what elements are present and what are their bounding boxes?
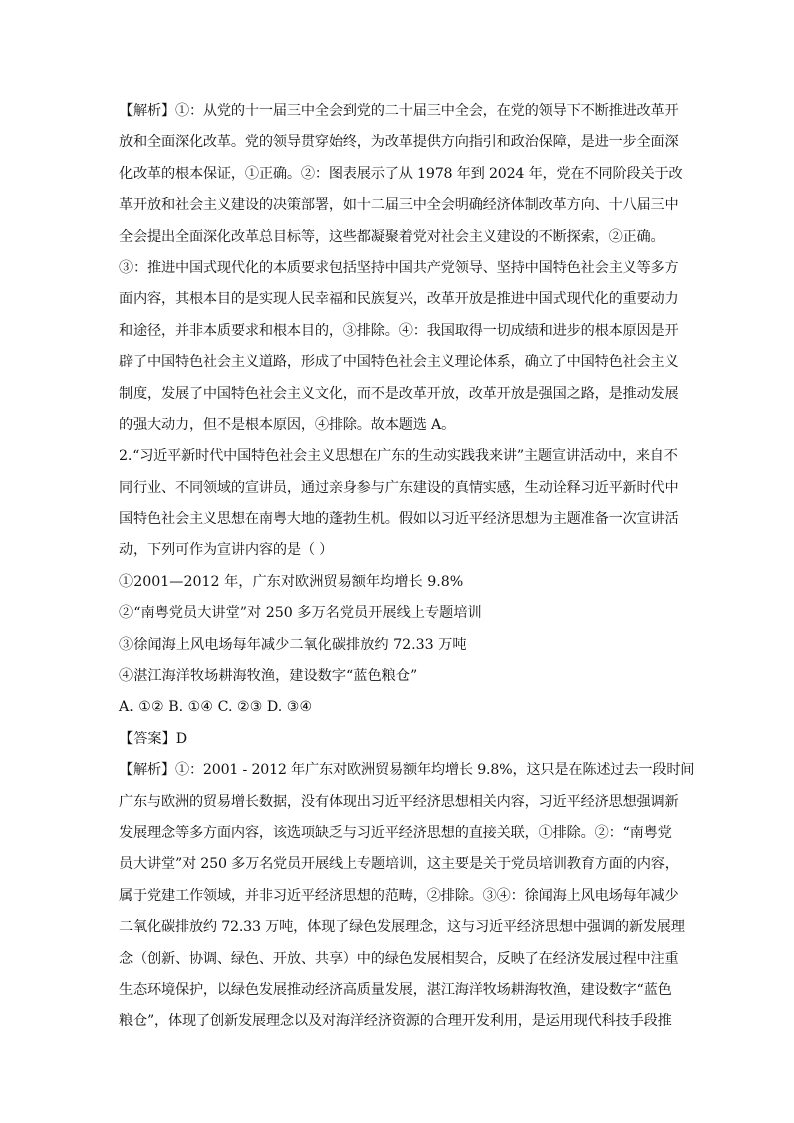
question-2-line-2: 同行业、不同领域的宣讲员，通过亲身参与广东建设的真情实感，生动诠释习近平新时代中 [119, 479, 679, 496]
analysis-1-line-10: 制度，发展了中国特色社会主义文化，而不是改革开放，改革开放是强国之路，是推动发展 [119, 385, 679, 402]
analysis-1-line-8: 和途径，并非本质要求和根本目的，③排除。④：我国取得一切成绩和进步的根本原因是开 [119, 322, 679, 339]
option-1: ①2001—2012 年，广东对欧洲贸易额年均增长 9.8% [119, 573, 464, 590]
analysis-1-line-1: 【解析】①：从党的十一届三中全会到党的二十届三中全会，在党的领导下不断推进改革开 [119, 103, 679, 119]
question-2-line-3: 国特色社会主义思想在南粤大地的蓬勃生机。假如以习近平经济思想为主题准备一次宣讲活 [119, 511, 679, 528]
analysis-2-line-9: 粮仓”，体现了创新发展理念以及对海洋经济资源的合理开发利用，是运用现代科技手段推 [119, 1013, 672, 1030]
analysis-1-line-6: ③：推进中国式现代化的本质要求包括坚持中国共产党领导、坚持中国特色社会主义等多方 [119, 259, 679, 276]
analysis-2-line-2: 广东与欧洲的贸易增长数据，没有体现出习近平经济思想相关内容，习近平经济思想强调新 [119, 793, 679, 810]
analysis-2-line-4: 员大讲堂”对 250 多万名党员开展线上专题培训，这主要是关于党员培训教育方面的内容， [119, 856, 679, 873]
analysis-1-line-4: 革开放和社会主义建设的决策部署，如十二届三中全会明确经济体制改革方向、十八届三中 [119, 197, 679, 214]
answer-line: 【答案】D [119, 730, 188, 747]
question-2-line-4: 动，下列可作为宣讲内容的是（ ） [119, 542, 334, 559]
analysis-2-line-7: 念（创新、协调、绿色、开放、共享）中的绿色发展相契合，反映了在经济发展过程中注重 [119, 950, 679, 967]
document-body [119, 96, 695, 1038]
question-2-line-1: 2.“习近平新时代中国特色社会主义思想在广东的生动实践我来讲”主题宣讲活动中，来自不 [119, 448, 678, 465]
option-4: ④湛江海洋牧场耕海牧渔，建设数字“蓝色粮仓” [119, 668, 418, 685]
answer-choices: A. ①② B. ①④ C. ②③ D. ③④ [119, 699, 313, 716]
analysis-1-line-5: 全会提出全面深化改革总目标等，这些都凝聚着党对社会主义建设的不断探索，②正确。 [119, 228, 665, 245]
analysis-2-line-6: 二氧化碳排放约 72.33 万吨，体现了绿色发展理念，这与习近平经济思想中强调的新发展理 [119, 919, 685, 936]
analysis-1-line-3: 化改革的根本保证，①正确。②：图表展示了从 1978 年到 2024 年，党在不同阶段关于改 [119, 165, 683, 182]
analysis-2-line-8: 生态环境保护，以绿色发展推动经济高质量发展，湛江海洋牧场耕海牧渔，建设数字“蓝色 [119, 981, 672, 998]
analysis-2-line-1: 【解析】①：2001 - 2012 年广东对欧洲贸易额年均增长 9.8%，这只是在陈述过去一段时间 [119, 762, 695, 779]
option-2: ②“南粤党员大讲堂”对 250 多万名党员开展线上专题培训 [119, 605, 482, 622]
option-3: ③徐闻海上风电场每年减少二氧化碳排放约 72.33 万吨 [119, 636, 467, 653]
analysis-1-line-2: 放和全面深化改革。党的领导贯穿始终，为改革提供方向指引和政治保障，是进一步全面深 [119, 134, 679, 151]
analysis-1-line-9: 辟了中国特色社会主义道路，形成了中国特色社会主义理论体系，确立了中国特色社会主义 [119, 354, 679, 371]
analysis-1-line-7: 面内容，其根本目的是实现人民幸福和民族复兴，改革开放是推进中国式现代化的重要动力 [119, 291, 679, 308]
analysis-2-line-5: 属于党建工作领域，并非习近平经济思想的范畴，②排除。③④：徐闻海上风电场每年减少 [119, 887, 679, 904]
analysis-1-line-11: 的强大动力，但不是根本原因，④排除。故本题选 A。 [119, 416, 456, 433]
analysis-2-line-3: 发展理念等多方面内容，该选项缺乏与习近平经济思想的直接关联，①排除。②：“南粤党 [119, 824, 672, 841]
